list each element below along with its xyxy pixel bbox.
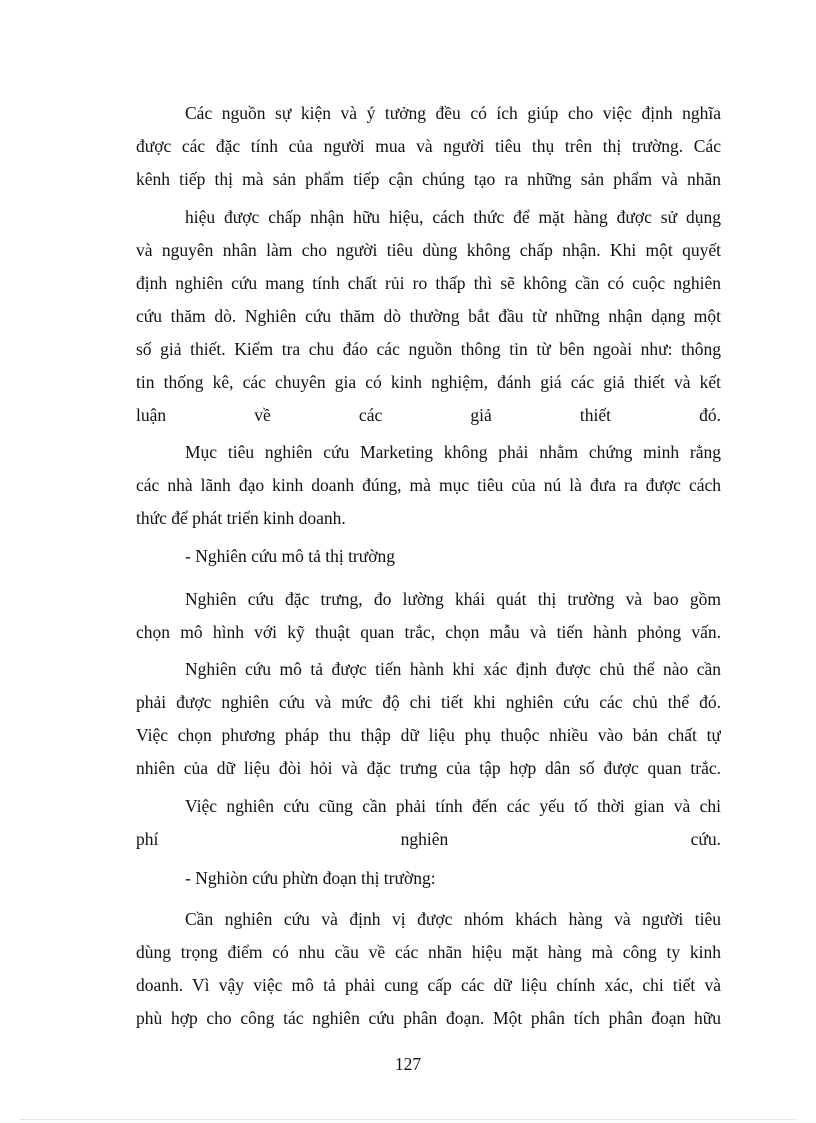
text-line: chọn mô hình với kỹ thuật quan trắc, chọn mẫu và tiến hành phỏng vấn. — [136, 622, 721, 642]
text-line: phù hợp cho công tác nghiên cứu phân đoạn. Một phân tích phân đoạn hữu — [136, 1008, 721, 1028]
text-line: thức để phát triển kinh doanh. — [136, 508, 346, 528]
text-line: Cần nghiên cứu và định vị được nhóm khách hàng và người tiêu — [185, 909, 721, 929]
text-line: số giả thiết. Kiểm tra chu đáo các nguồn thông tin từ bên ngoài như: thông — [136, 339, 721, 359]
text-line: Các nguồn sự kiện và ý tưởng đều có ích giúp cho việc định nghĩa — [185, 103, 721, 123]
text-line: Nghiên cứu mô tả được tiến hành khi xác định được chủ thể nào cần — [185, 659, 721, 679]
text-line: phí nghiên cứu. — [136, 829, 721, 849]
text-line: nhiên của dữ liệu đòi hỏi và đặc trưng của tập hợp dân số được quan trắc. — [136, 758, 721, 778]
text-line: và nguyên nhân làm cho người tiêu dùng không chấp nhận. Khi một quyết — [136, 240, 721, 260]
page-bottom-divider — [20, 1119, 796, 1120]
text-line: Nghiên cứu đặc trưng, đo lường khái quát thị trường và bao gồm — [185, 589, 721, 609]
text-line: hiệu được chấp nhận hữu hiệu, cách thức để mặt hàng được sử dụng — [185, 207, 721, 227]
text-line: các nhà lãnh đạo kinh doanh đúng, mà mục tiêu của nú là đưa ra được cách — [136, 475, 721, 495]
text-line: dùng trọng điểm có nhu cầu về các nhãn hiệu mặt hàng mà công ty kinh — [136, 942, 721, 962]
text-line: được các đặc tính của người mua và người tiêu thụ trên thị trường. Các — [136, 136, 721, 156]
text-line: Mục tiêu nghiên cứu Marketing không phải nhằm chứng minh rằng — [185, 442, 721, 462]
text-line: phải được nghiên cứu và mức độ chi tiết khi nghiên cứu các chủ thể đó. — [136, 692, 721, 712]
text-line: tin thống kê, các chuyên gia có kinh nghiệm, đánh giá các giả thiết và kết — [136, 372, 721, 392]
text-line: Việc chọn phương pháp thu thập dữ liệu phụ thuộc nhiều vào bản chất tự — [136, 725, 721, 745]
text-line: luận về các giả thiết đó. — [136, 405, 721, 425]
text-line: cứu thăm dò. Nghiên cứu thăm dò thường bắt đầu từ những nhận dạng một — [136, 306, 721, 326]
page-number: 127 — [394, 1054, 422, 1074]
section-heading: - Nghiòn cứu phừn đoạn thị trường: — [185, 868, 436, 888]
text-line: Việc nghiên cứu cũng cần phải tính đến các yếu tố thời gian và chi — [185, 796, 721, 816]
text-line: doanh. Vì vậy việc mô tả phải cung cấp các dữ liệu chính xác, chi tiết và — [136, 975, 721, 995]
section-heading: - Nghiên cứu mô tả thị trường — [185, 546, 395, 566]
text-line: định nghiên cứu mang tính chất rủi ro thấp thì sẽ không cần có cuộc nghiên — [136, 273, 721, 293]
text-line: kênh tiếp thị mà sản phẩm tiếp cận chúng tạo ra những sản phẩm và nhãn — [136, 169, 721, 189]
